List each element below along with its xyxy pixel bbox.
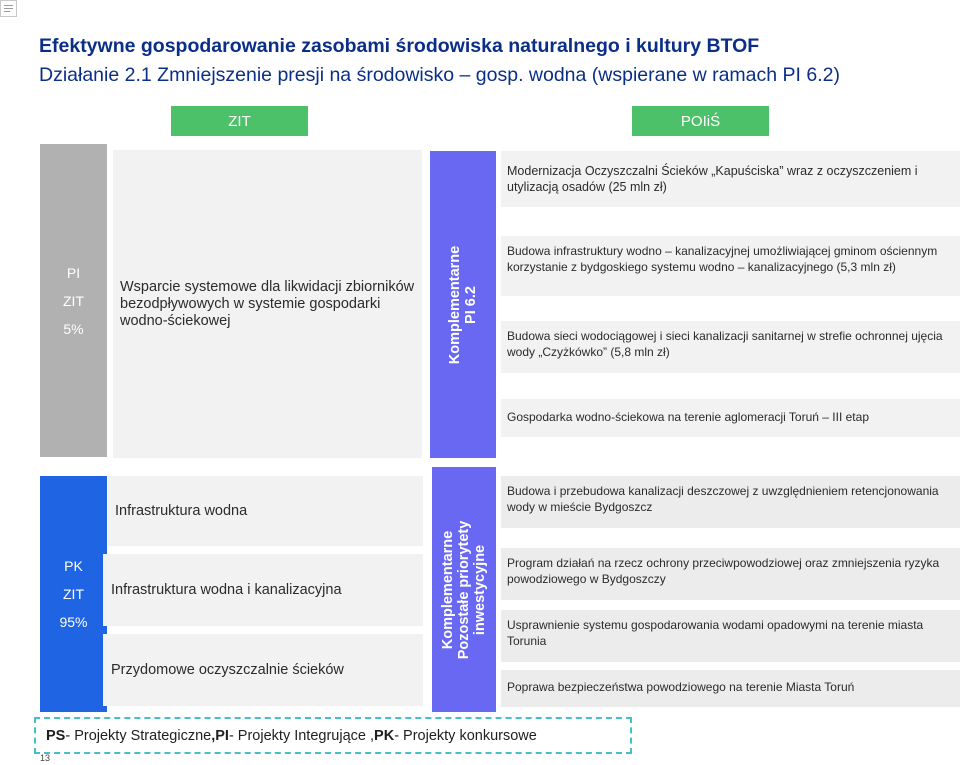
project-text: Usprawnienie systemu gospodarowania wodami opadowymi na terenie miasta Torunia: [507, 618, 924, 648]
area-box: [103, 634, 423, 706]
legend-separator: ,: [211, 727, 216, 744]
pi-complementary-label: [447, 245, 479, 363]
pi-description-text: Wsparcie systemowe dla likwidacji zbiorników bezodpływowych w systemie gospodarki wodno-ściekowej: [120, 278, 415, 329]
legend-pi-text: - Projekty Integrujące ,: [228, 727, 375, 744]
area-text: Infrastruktura wodna: [115, 502, 248, 519]
tag-zit: ZIT: [171, 106, 308, 136]
vertical-label-line: Komplementarne: [440, 530, 456, 649]
project-text: Modernizacja Oczyszczalni Ścieków „Kapuściska” wraz z oczyszczeniem i utylizacją osadów (25 mln zł): [507, 164, 918, 194]
vertical-label-line: Pozostałe priorytety: [456, 520, 472, 659]
project-box: [501, 399, 960, 437]
project-box: [501, 151, 960, 207]
page-title: Efektywne gospodarowanie zasobami środowiska naturalnego i kultury BTOF: [39, 35, 760, 57]
page-number: 13: [40, 753, 51, 763]
sidebar-label: 95%: [59, 614, 88, 630]
project-text: Budowa i przebudowa kanalizacji deszczowej z uwzględnieniem retencjonowania wody w mieście Bydgoszcz: [507, 484, 939, 514]
sidebar-label: 5%: [63, 320, 84, 337]
legend-pk-text: - Projekty konkursowe: [394, 727, 537, 744]
pk-sidebar: [40, 476, 107, 712]
project-box: [501, 476, 960, 528]
vertical-label-line: PI 6.2: [463, 285, 479, 324]
sidebar-label: PI: [66, 264, 81, 281]
pk-complementary-label: [440, 520, 488, 659]
sidebar-label: ZIT: [63, 586, 84, 602]
sidebar-label: ZIT: [63, 292, 84, 309]
project-box: [501, 548, 960, 600]
project-text: Budowa sieci wodociągowej i sieci kanalizacji sanitarnej w strefie ochronnej ujęcia wody „Czyżkówko” (5,8 mln zł): [507, 329, 943, 359]
project-box: [501, 670, 960, 707]
area-text: Infrastruktura wodna i kanalizacyjna: [111, 581, 342, 598]
legend-box: [34, 717, 632, 754]
project-text: Gospodarka wodno-ściekowa na terenie aglomeracji Toruń – III etap: [507, 410, 869, 424]
legend-ps-text: - Projekty Strategiczne: [65, 727, 212, 744]
project-box: [501, 236, 960, 296]
legend-ps-abbr: PS: [46, 727, 66, 744]
legend-pi-abbr: PI: [215, 727, 229, 744]
project-box: [501, 321, 960, 373]
project-text: Program działań na rzecz ochrony przeciwpowodziowej oraz zmniejszenia ryzyka powodziowego w Bydgoszczy: [507, 556, 940, 586]
page-subtitle: Działanie 2.1 Zmniejszenie presji na środowisko – gosp. wodna (wspierane w ramach PI 6.2): [39, 64, 840, 86]
project-box: [501, 610, 960, 662]
tag-poiis: POIiŚ: [632, 106, 769, 136]
project-text: Budowa infrastruktury wodno – kanalizacyjnej umożliwiającej gminom ościennym korzystanie z bydgoskiego systemu wodno – kanalizacyjnego (5,3 mln zł): [507, 244, 938, 274]
vertical-label-line: inwestycyjne: [472, 544, 488, 635]
pk-complementary-bar: [432, 467, 496, 712]
area-box: [103, 554, 423, 626]
area-box: [108, 476, 423, 546]
pi-sidebar: [40, 144, 107, 457]
legend-pk-abbr: PK: [374, 727, 395, 744]
logo-icon: [0, 0, 17, 17]
sidebar-label: PK: [64, 558, 83, 574]
project-text: Poprawa bezpieczeństwa powodziowego na terenie Miasta Toruń: [507, 680, 855, 694]
pi-complementary-bar: [430, 151, 496, 458]
area-text: Przydomowe oczyszczalnie ścieków: [111, 661, 344, 678]
vertical-label-line: Komplementarne: [447, 245, 463, 364]
pi-description: [113, 150, 422, 458]
